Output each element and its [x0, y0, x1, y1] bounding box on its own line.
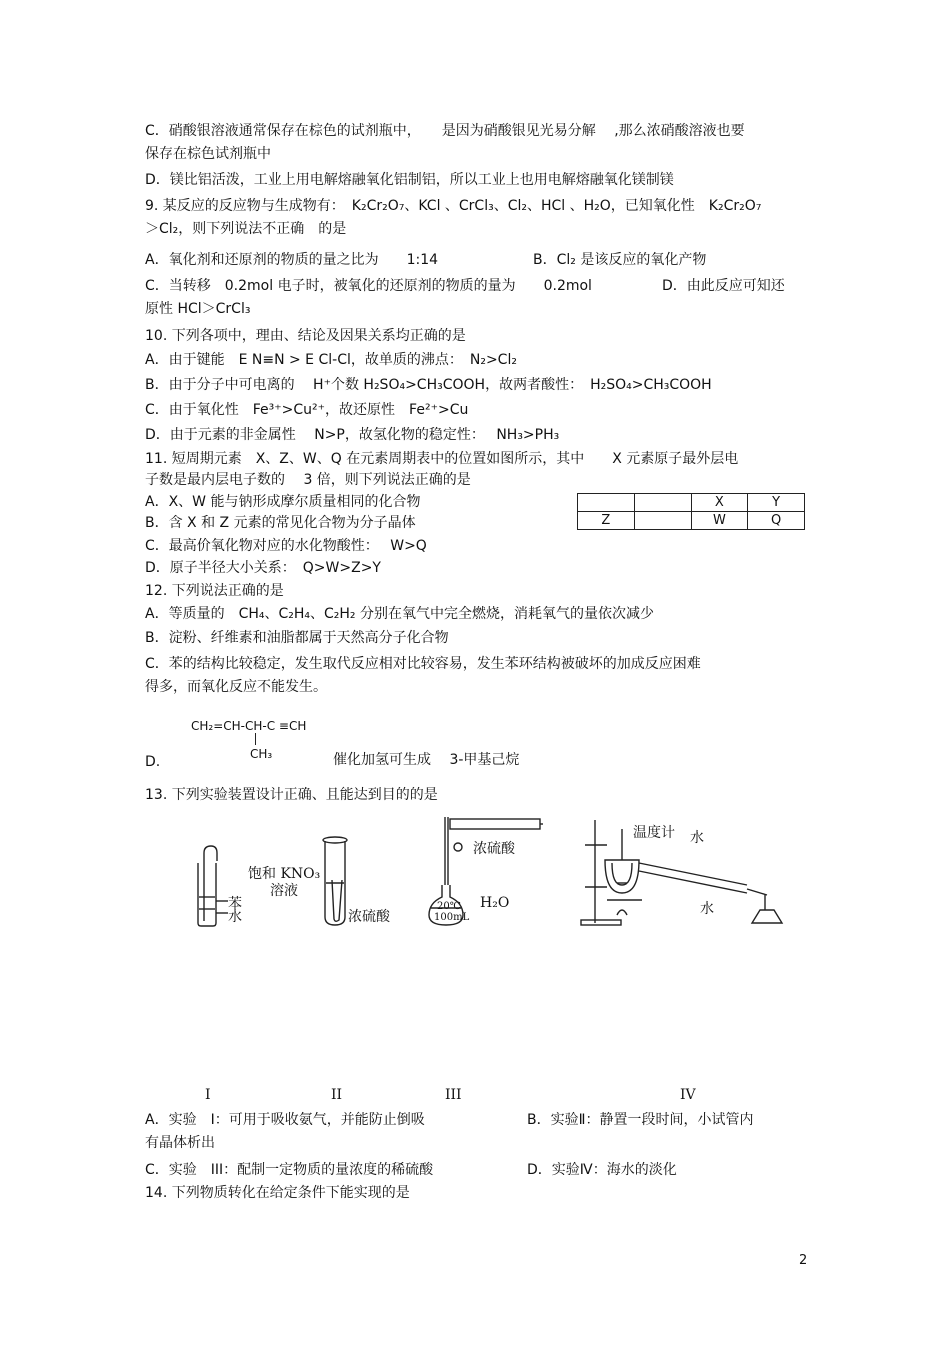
label-kno3-solution: 溶液: [270, 883, 298, 899]
label-benzene: 苯: [228, 896, 242, 912]
q11-option-a: A．X、W 能与钠形成摩尔质量相同的化合物: [145, 494, 421, 510]
table-cell: Q: [748, 512, 805, 530]
q13-stem: 13. 下列实验装置设计正确、且能达到目的的是: [145, 787, 438, 803]
q8-option-c-cont: 保存在棕色试剂瓶中: [145, 146, 271, 162]
q10-option-c: C．由于氧化性 Fe³⁺>Cu²⁺，故还原性 Fe²⁺>Cu: [145, 402, 469, 418]
label-roman-ii: II: [331, 1087, 343, 1103]
q8-option-c: C．硝酸银溶液通常保存在棕色的试剂瓶中， 是因为硝酸银见光易分解 ,那么浓硝酸溶液也要: [145, 123, 745, 139]
q12-stem: 12. 下列说法正确的是: [145, 583, 284, 599]
q13-option-c: C．实验 III：配制一定物质的量浓度的稀硫酸: [145, 1162, 434, 1178]
q10-option-a: A．由于键能 E N≡N > E Cl-Cl，故单质的沸点： N₂>Cl₂: [145, 352, 517, 368]
label-h2o: H₂O: [480, 895, 510, 911]
label-flask-temp: 20℃: [437, 901, 461, 912]
page-number: 2: [799, 1253, 808, 1268]
structural-formula-main: CH₂=CH-CH-C ≡CH: [191, 719, 307, 733]
table-cell: Y: [748, 494, 805, 512]
q12-option-c: C．苯的结构比较稳定，发生取代反应相对比较容易，发生苯环结构被破坏的加成反应困难: [145, 656, 701, 672]
table-cell: [634, 512, 691, 530]
q10-stem: 10. 下列各项中，理由、结论及因果关系均正确的是: [145, 328, 466, 344]
q12-option-a: A．等质量的 CH₄、C₂H₄、C₂H₂ 分别在氧气中完全燃烧，消耗氧气的量依次减少: [145, 606, 654, 622]
table-cell: Z: [578, 512, 635, 530]
q12-option-b: B．淀粉、纤维素和油脂都属于天然高分子化合物: [145, 630, 449, 646]
label-kno3-saturated: 饱和 KNO₃: [248, 866, 321, 882]
q11-stem-cont: 子数是最内层电子数的 3 倍，则下列说法正确的是: [145, 472, 471, 488]
q9-stem-cont: ＞Cl₂，则下列说法不正确 的是: [145, 221, 347, 237]
q9-option-a: A．氧化剂和还原剂的物质的量之比为 1:14: [145, 252, 439, 268]
q10-option-d: D．由于元素的非金属性 N>P，故氢化物的稳定性： NH₃>PH₃: [145, 427, 560, 443]
q11-option-b: B．含 X 和 Z 元素的常见化合物为分子晶体: [145, 515, 416, 531]
q11-stem: 11. 短周期元素 X、Z、W、Q 在元素周期表中的位置如图所示，其中 X 元素原子最外层电: [145, 451, 739, 467]
label-water: 水: [228, 909, 242, 925]
q9-option-d: D．由此反应可知还: [662, 278, 785, 294]
label-roman-i: I: [205, 1087, 211, 1103]
label-conc-acid-iii: 浓硫酸: [473, 841, 515, 857]
q14-stem: 14. 下列物质转化在给定条件下能实现的是: [145, 1185, 410, 1201]
label-thermometer: 温度计: [633, 825, 675, 841]
label-water-outlet: 水: [690, 830, 704, 846]
label-flask-volume: 100mL: [434, 912, 470, 923]
q9-option-d-cont: 原性 HCl＞CrCl₃: [145, 301, 251, 317]
label-roman-iv: IV: [680, 1087, 696, 1103]
q10-option-b: B．由于分子中可电离的 H⁺个数 H₂SO₄>CH₃COOH，故两者酸性： H₂SO₄>CH₃COOH: [145, 377, 712, 393]
q9-option-b: B．Cl₂ 是该反应的氧化产物: [533, 252, 707, 268]
structural-formula-branch: CH₃: [250, 747, 273, 761]
table-row: [578, 494, 805, 512]
periodic-table-fragment: [577, 493, 805, 530]
q11-option-c: C．最高价氧化物对应的水化物酸性： W>Q: [145, 538, 427, 554]
label-roman-iii: III: [445, 1087, 462, 1103]
table-cell: [634, 494, 691, 512]
q13-option-d: D．实验Ⅳ：海水的淡化: [527, 1162, 677, 1178]
q8-option-d: D．镁比铝活泼，工业上用电解熔融氧化铝制铝，所以工业上也用电解熔融氧化镁制镁: [145, 172, 674, 188]
q12-option-d: D.: [145, 754, 161, 770]
q13-option-b: B．实验Ⅱ：静置一段时间，小试管内: [527, 1112, 754, 1128]
q13-option-a: A．实验 I：可用于吸收氨气，并能防止倒吸: [145, 1112, 425, 1128]
q12-option-c-cont: 得多，而氧化反应不能发生。: [145, 679, 327, 695]
apparatus-iv-figure: [577, 815, 792, 930]
q9-option-c: C．当转移 0.2mol 电子时，被氧化的还原剂的物质的量为 0.2mol: [145, 278, 592, 294]
q13-option-a-cont: 有晶体析出: [145, 1135, 215, 1151]
table-row: [578, 512, 805, 530]
formula-bond-line: [255, 733, 256, 745]
q9-stem: 9. 某反应的反应物与生成物有： K₂Cr₂O₇、KCl 、CrCl₃、Cl₂、HCl 、H₂O，已知氧化性 K₂Cr₂O₇: [145, 198, 762, 214]
q11-option-d: D．原子半径大小关系： Q>W>Z>Y: [145, 560, 381, 576]
table-cell: [578, 494, 635, 512]
label-conc-acid-ii: 浓硫酸: [348, 909, 390, 925]
label-water-inlet: 水: [700, 901, 714, 917]
table-cell: X: [691, 494, 748, 512]
q12-option-d-text: 催化加氢可生成 3-甲基己烷: [333, 752, 520, 768]
table-cell: W: [691, 512, 748, 530]
